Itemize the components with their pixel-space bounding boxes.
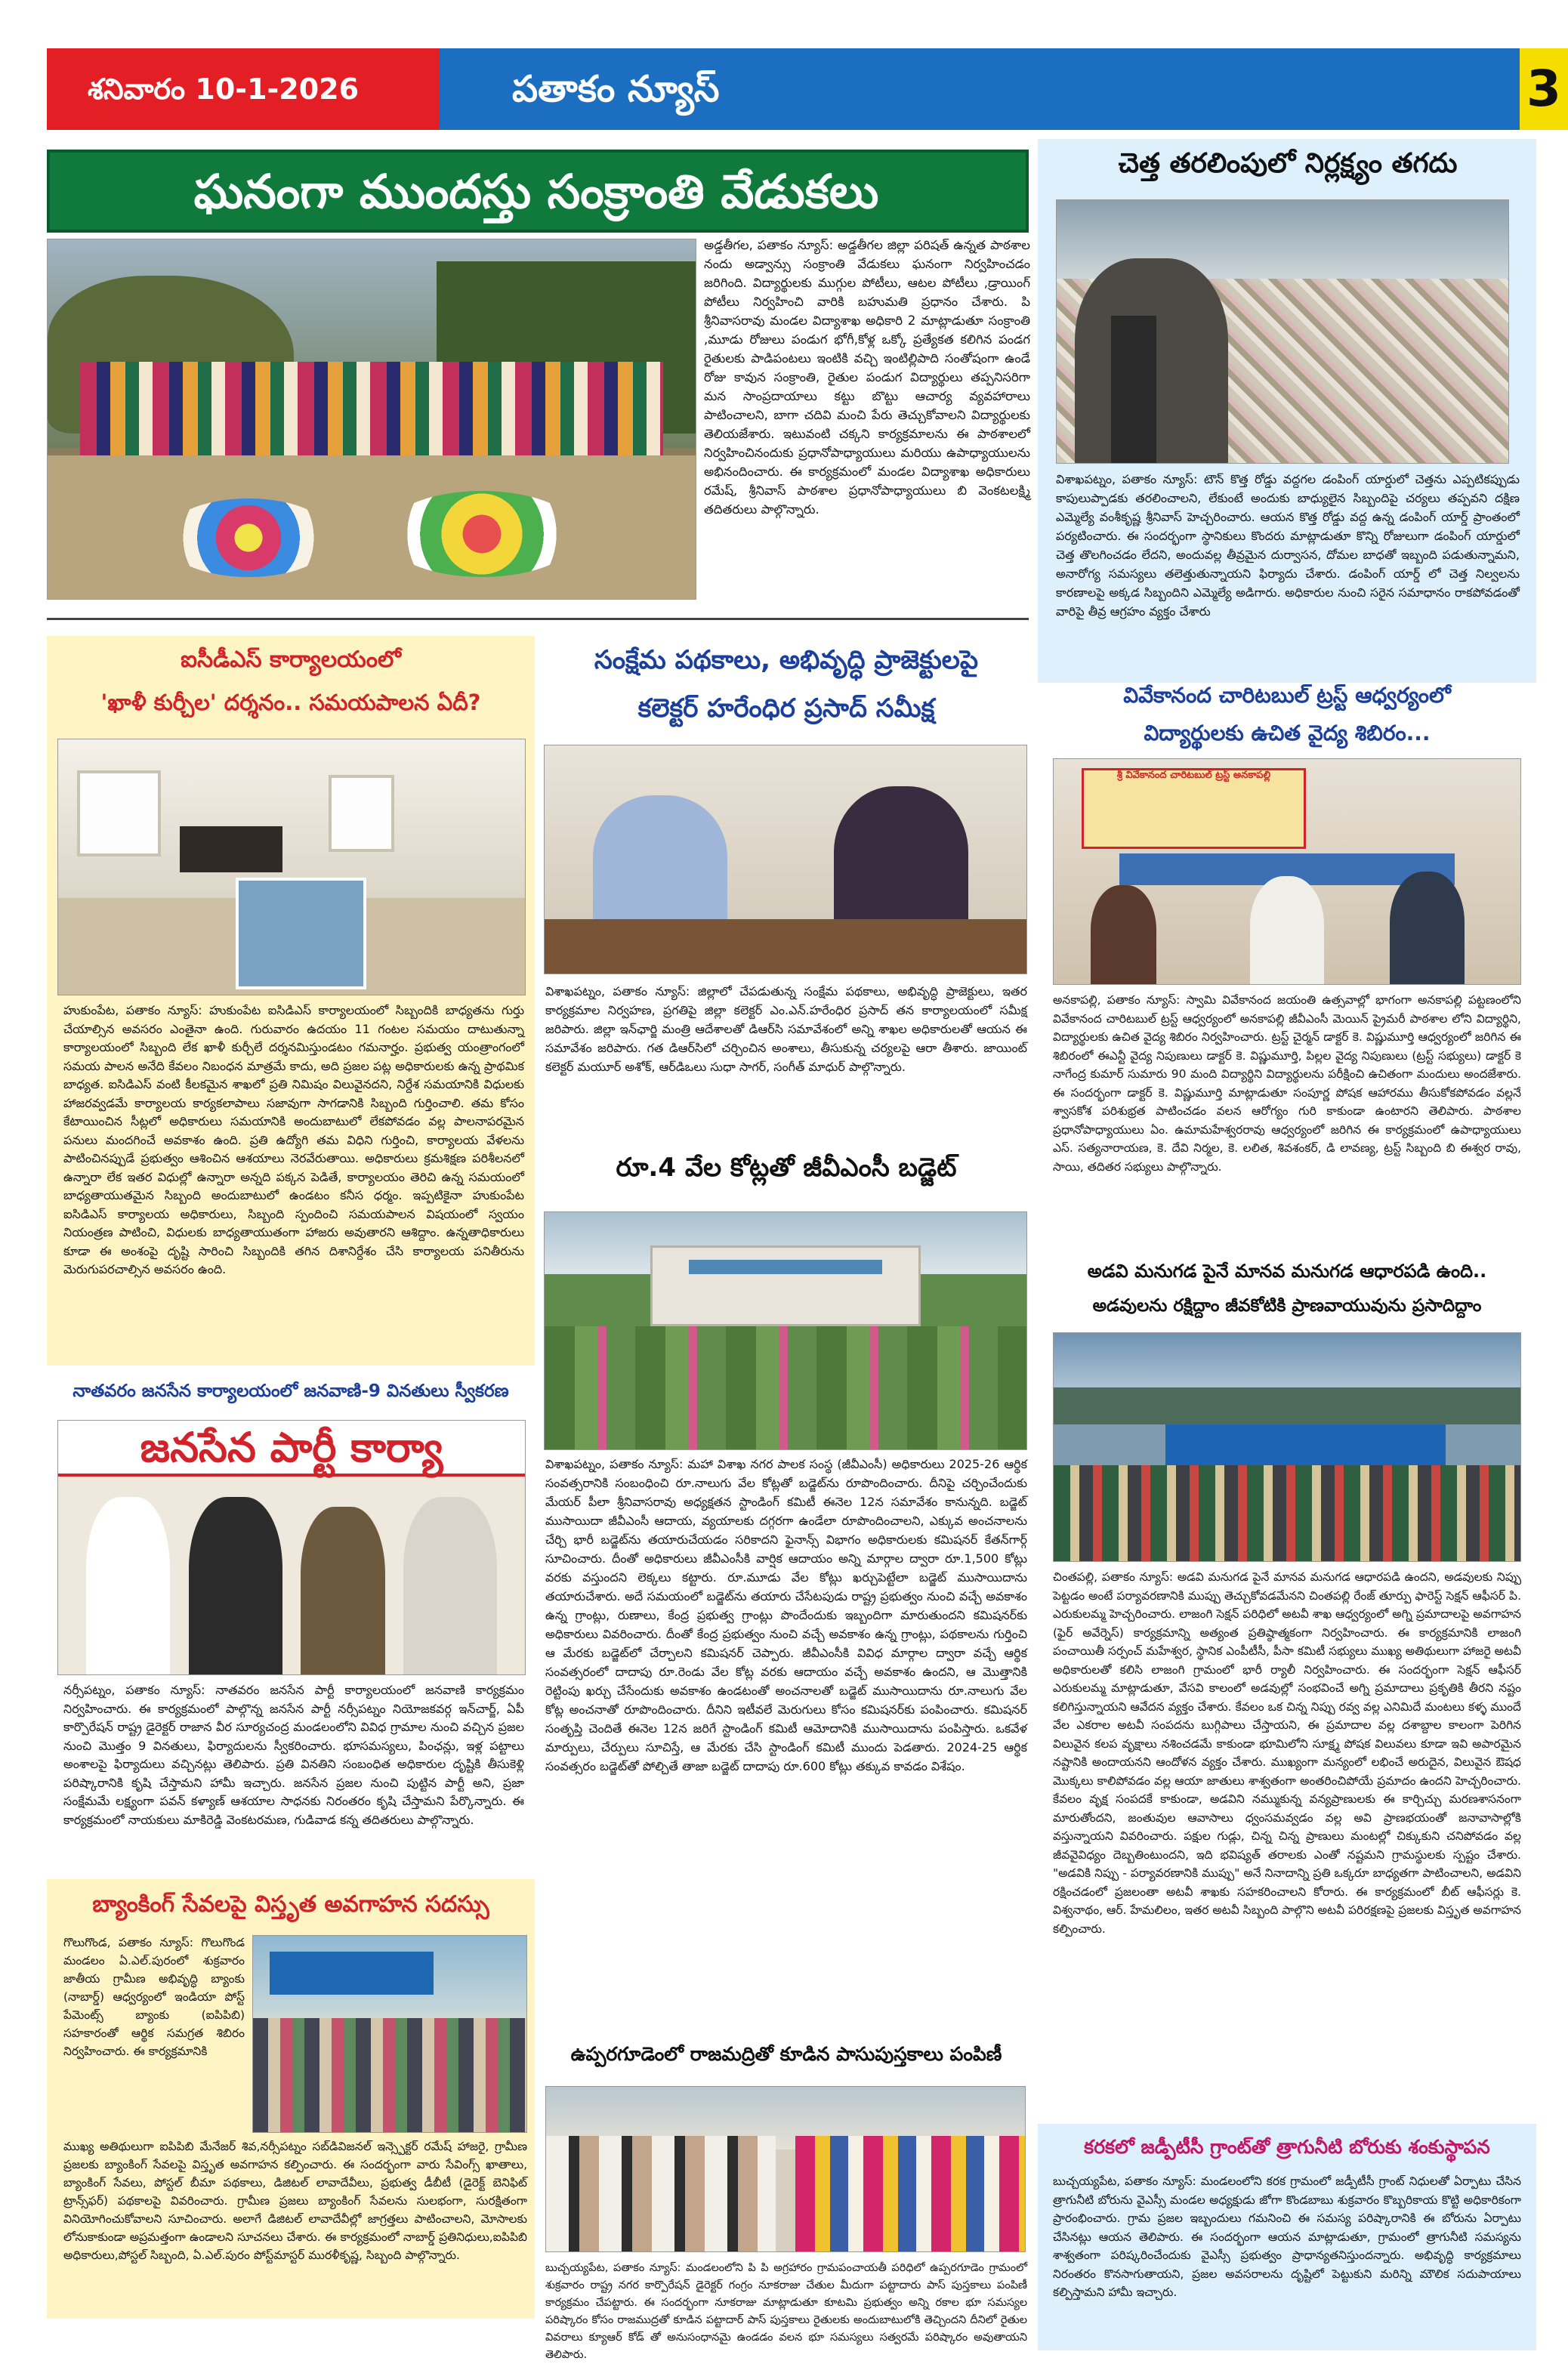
garbage-headline: చెత్త తరలింపులో నిర్లక్ష్యం తగదు: [1118, 148, 1458, 179]
icds-headline-1: ఐసీడీఎస్ కార్యాలయంలో: [181, 647, 401, 673]
collector-photo: [544, 745, 1027, 974]
borewell-headline: కరకలో జడ్పీటీసీ గ్రాంట్‌తో త్రాగునీటి బోరుకు శంకుస్థాపన: [1084, 2136, 1490, 2158]
icds-body: హుకుంపేట, పతాకం న్యూస్: హుకుంపేట ఐసిడిఎస్ కార్యాలయంలో సిబ్బందికి బాధ్యతను గుర్తు చేయాల్సిన అవసరం ఎంతైనా ఉంది. గురువారం ఉదయం 11 గంటల సమయం దాటుతున్నా కార్యాలయంలో సిబ్బంది లేక ఖాళీ కుర్చీలే దర్శనమిస్తుండటం గమనార్హం. ప్రభుత్వ యంత్రాంగంలో సమయ పాలన అనేది కేవలం నిబంధన మాత్రమే కాదు, అది ప్రజల పట్ల అధికారులకు ఉన్న ప్రాథమిక బాధ్యత. ఐసిడిఎస్ వంటి కీలకమైన శాఖలో ప్రతి నిమిషం విలువైనదని, నిర్దేశ సమయానికి విధులకు హాజరవ్వడమే కార్యాలయ కార్యకలాపాలు సజావుగా సాగడానికి సిబ్బంది గుర్తించాలి. తమ కోసం కేటాయించిన సీట్లలో అధికారులు సమయానికి అందుబాటులో లేకపోవడం వల్ల పాలనాపరమైన పనులు మందగించే అవకాశం ఉంది. ప్రతి ఉద్యోగి తమ విధిని గుర్తించి, కార్యాలయ వేళలను పాటించినప్పుడే ప్రభుత్వం ఆశించిన ఆశయాలు నెరవేరుతాయి. అధికారులు క్రమశిక్షణ పరిశీలనలో ఉన్నారా లేక ఇతర విధుల్లో ఉన్నారా అన్నది పక్కన పెడితే, కార్యాలయం తెరిచి ఉన్న సమయంలో బాధ్యతాయుతమైన సిబ్బంది అందుబాటులో ఉండటం కనీస ధర్మం. ఇప్పటికైనా హుకుంపేట ఐసిడిఎస్ కార్యాలయ అధికారులు, సిబ్బంది స్పందించి సమయపాలన విషయంలో స్వయం నియంత్రణ పాటించి, విధులకు బాధ్యతాయుతంగా హాజరు అవుతారని ఆశిద్దాం. ఉన్నతాధికారులు కూడా ఈ అంశంపై దృష్టి సారించి సిబ్బందికి తగిన దిశానిర్దేశం చేసి కార్యాలయ పనితీరును మెరుగుపరచాల్సిన అవసరం ఉంది.: [63, 1003, 524, 1276]
collector-headline-1: సంక్షేమ పథకాలు, అభివృద్ధి ప్రాజెక్టులపై: [594, 645, 979, 675]
divider: [47, 618, 1029, 620]
janasena-photo: [57, 1420, 526, 1675]
banking-headline: బ్యాంకింగ్ సేవలపై విస్తృత అవగాహన సదస్సు: [92, 1891, 489, 1918]
gvmc-photo: [544, 1211, 1027, 1450]
textbooks-photo: [545, 2086, 1026, 2252]
masthead-date: శనివారం 10-1-2026: [47, 48, 440, 130]
medical-photo: [1053, 758, 1521, 985]
gvmc-body: విశాఖపట్నం, పతాకం న్యూస్: మహా విశాఖ నగర పాలక సంస్థ (జీవీఎంసీ) అధికారులు 2025-26 ఆర్థిక సంవత్సరానికి సంబంధించి రూ.నాలుగు వేల కోట్లతో బడ్జెట్‌ను రూపొందించారు. దీనిపై చర్చించేందుకు మేయర్ పీలా శ్రీనివాసరావు అధ్యక్షతన స్టాండింగ్ కమిటీ ఈనెల 12న సమావేశం కానున్నది. బడ్జెట్ ముసాయిదా జీవీఎంసీ ఆదాయ, వ్యయాలకు దగ్గరగా ఉండేలా రూపొందించాలని, ఎక్కువ అంచనాలను చేర్చి భారీ బడ్జెట్‌ను తయారుచేయడం సరికాదని ఫైనాన్స్ విభాగం అధికారులకు కమిషనర్ కేతన్‌గార్గ్ సూచించారు. దీంతో అధికారులు జీవీఎంసీకి వార్షిక ఆదాయం అన్ని మార్గాల ద్వారా రూ.1,500 కోట్లు వరకు వస్తుందని లెక్కలు కట్టారు. రూ.మూడు వేల కోట్లు ఖర్చుపెట్టేలా బడ్జెట్ ముసాయిదాను తయారుచేశారు. అదే సమయంలో బడ్జెట్‌ను తయారు చేసేటపుడు రాష్ట్ర ప్రభుత్వం నుంచి వచ్చే అవకాశం ఉన్న గ్రాంట్లు, రుణాలు, కేంద్ర ప్రభుత్వ గ్రాంట్లు పొందేందుకు ఇబ్బందిగా మారుతుందని కమిషనర్‌కు అధికారులు వివరించారు. దీంతో కేంద్ర ప్రభుత్వం నుంచి వచ్చే అవకాశం ఉన్న గ్రాంట్లు, పథకాలను గుర్తించి ఆ మేరకు బడ్జెట్‌లో చేర్చాలని కమిషనర్ చెప్పారు. జీవీఎంసీకి వివిధ మార్గాల ద్వారా వచ్చే ఆర్థిక సంవత్సరంలో దాదాపు రూ.రెండు వేల కోట్ల వరకు ఆదాయం వచ్చే అవకాశం ఉందని, ఆ మొత్తానికి రెట్టింపు ఖర్చు చేసేందుకు అవకాశం ఉండటంతో అంచనాలతో బడ్జెట్ ముసాయిదాను రూ.నాలుగు వేల కోట్ల అంచనాతో రూపొందించారు. దీనిని ఇటీవలే మెరుగులు కోసం కమిషనర్‌కు పంపించారు. కమిషనర్ సంతృప్తి చెందితే ఈనెల 12న జరిగే స్టాండింగ్ కమిటీ ఆమోదానికి ముసాయిదాను పంపిస్తారు. ఒకవేళ మార్పులు, చేర్పులు సూచిస్తే, ఆ మేరకు చేసి స్టాండింగ్ కమిటీ ముందు పెడతారు. 2024-25 ఆర్థిక సంవత్సరం బడ్జెట్‌తో పోల్చితే తాజా బడ్జెట్ దాదాపు రూ.600 కోట్లు తక్కువ కావడం విశేషం.: [545, 1457, 1027, 1773]
medical-body: అనకాపల్లి, పతాకం న్యూస్: స్వామి వివేకానంద జయంతి ఉత్సవాల్లో భాగంగా అనకాపల్లి పట్టణంలోని వివేకానంద చారిటబుల్ ట్రస్ట్ ఆధ్వర్యంలో అనకాపల్లి జీవీఎంసీ మెయిన్ ప్రైమరీ పాఠశాల లోని విద్యార్థిని, విద్యార్థులకు ఉచిత వైద్య శిబిరం నిర్వహించారు. ట్రస్ట్ చైర్మన్ డాక్టర్ కె. విష్ణుమూర్తి ఆధ్వర్యంలో జరిగిన ఈ శిబిరంలో ఈఎన్టీ వైద్య నిపుణులు డాక్టర్ కె. విష్ణుమూర్తి, పిల్లల వైద్య నిపుణులు (ట్రస్ట్ సభ్యులు) డాక్టర్ కె నాగేంద్ర కుమార్ సుమారు 90 మంది విద్యార్థిని విద్యార్థులను పరీక్షించి ఉచితంగా మందులు అందజేశారు. ఈ సందర్భంగా డాక్టర్ కె. విష్ణుమూర్తి మాట్లాడుతూ సంపూర్ణ పోషక ఆహారము తీసుకోకపోవడం వల్లనే శ్వాసకోశ పరిశుభ్రత పాటించడం వలన ఆరోగ్యం గురి కాకుండా ఉంటారని తెలిపారు. పాఠశాల ప్రధానోపాధ్యాయులు ఏం. ఉమామహేశ్వరరావు ఆధ్వర్యంలో జరిగిన ఈ కార్యక్రమంలో ఉపాధ్యాయులు ఎస్. సత్యనారాయణ, కె. దేవి నిర్మల, కె. లలిత, శివశంకర్, డి లావణ్య, ట్రస్ట్ సిబ్బంది బి ఈశ్వర రావు, సాయి, తదితర సభ్యులు పాల్గొన్నారు.: [1053, 993, 1521, 1174]
medical-photo-banner: శ్రీ వివేకానంద చారిటబుల్ ట్రస్ట్ అనకాపల్లి: [1116, 769, 1271, 781]
gvmc-headline: రూ.4 వేల కోట్లతో జీవీఎంసీ బడ్జెట్: [616, 1153, 957, 1183]
collector-headline-2: కలెక్టర్ హరేంధిర ప్రసాద్ సమీక్ష: [637, 693, 935, 724]
forest-headline-1: అడవి మనుగడ పైనే మానవ మనుగడ ఆధారపడి ఉంది..: [1087, 1261, 1487, 1282]
textbooks-headline: ఉప్పరగూడెంలో రాజమద్రితో కూడిన పాసుపుస్తకాలు పంపిణీ: [570, 2043, 1002, 2065]
lead-photo: [47, 239, 696, 600]
page-number: 3: [1520, 48, 1568, 130]
garbage-photo: [1056, 199, 1509, 464]
janasena-photo-banner: జనసేన పార్టీ కార్యా: [140, 1424, 443, 1471]
medical-headline-2: విద్యార్థులకు ఉచిత వైద్య శిబిరం...: [1144, 721, 1431, 745]
forest-photo: [1053, 1332, 1521, 1562]
collector-body: విశాఖపట్నం, పతాకం న్యూస్: జిల్లాలో చేపడుతున్న సంక్షేమ పథకాలు, అభివృద్ధి ప్రాజెక్టులు, ఇతర కార్యక్రమాల నిర్వహణ, ప్రగతిపై జిల్లా కలెక్టర్ ఎం.ఎన్.హరేంధిర ప్రసాద్ తన కార్యాలయంలో సమీక్ష జరిపారు. జిల్లా ఇన్‌ఛార్జి మంత్రి ఆదేశాలతో డిఆర్‌సి సమావేశంలో అన్ని శాఖల అధికారులతో ఆయన ఈ సమావేశం జరిపారు. గత డిఆర్‌సిలో చర్చించిన అంశాలు, తీసుకున్న చర్యలపై ఆరా తీశారు. జాయింట్ కలెక్టర్ మయూర్ అశోక్, ఆర్‌డిఒలు సుధా సాగర్, సంగీత్ మాధుర్ పాల్గొన్నారు.: [545, 984, 1027, 1074]
lead-body: అడ్డతీగల, పతాకం న్యూస్: అడ్డతీగల జిల్లా పరిషత్ ఉన్నత పాఠశాల నందు అడ్వాన్సు సంక్రాంతి వేడుకలు ఘనంగా నిర్వహించడం జరిగింది. విద్యార్థులకు ముగ్గుల పోటీలు, ఆటల పోటీలు ,డ్రాయింగ్ పోటీలు నిర్వహించి వారికి బహుమతి ప్రధానం చేశారు. పి శ్రీనివాసరావు మండల విద్యాశాఖ అధికారి 2 మాట్లాడుతూ సంక్రాంతి ,మూడు రోజులు పండుగ భోగీ,కోళ్ల ఒక్కో ప్రత్యేకత కలిగిన పండగ రైతులకు పాడిపంటలు ఇంటికి వచ్చి ఇంటిల్లిపాది సంతోషంగా ఉండే రోజు కావున సంక్రాంతి, రైతుల పండుగ విద్యార్థులు తప్పనిసరిగా మన సాంప్రదాయాలు కట్టు బొట్టు ఆచార్య వ్యవహారాలు పాటించాలని, బాగా చదివి మంచి పేరు తెచ్చుకోవాలని విద్యార్థులకు తెలియజేశారు. ఇటువంటి చక్కని కార్యక్రమాలను ఈ పాఠశాలలో నిర్వహించినందుకు ప్రధానోపాధ్యాయులు మరియు ఉపాధ్యాయులను అభినందించారు. ఈ కార్యక్రమంలో మండల విద్యాశాఖ అధికారులు రమేష్, శ్రీనివాస్ పాఠశాల ప్రధానోపాధ్యాయులు బి వెంకటలక్ష్మి తదితరులు పాల్గొన్నారు.: [704, 238, 1030, 517]
medical-headline-1: వివేకానంద చారిటబుల్ ట్రస్ట్ ఆధ్వర్యంలో: [1123, 683, 1451, 708]
borewell-body: బుచ్చయ్యపేట, పతాకం న్యూస్: మండలంలోని కరక గ్రామంలో జడ్పీటీసీ గ్రాంట్ నిధులతో ఏర్పాటు చేసిన త్రాగునీటి బోరును వైఎస్సీ మండల అధ్యక్షుడు జోగా కొండబాబు శుక్రవారం కొబ్బరికాయ కొట్టి అధికారికంగా ప్రారంభించారు. గ్రామ ప్రజల ఇబ్బందులు గమనించి ఈ సమస్య పరిష్కారానికి ఈ బోరును ఏర్పాటు చేసినట్లు ఆయన తెలిపారు. ఈ సందర్భంగా ఆయన మాట్లాడుతూ, గ్రామంలో త్రాగునీటి సమస్యను శాశ్వతంగా పరిష్కరించేందుకు వైఎస్సీ ప్రభుత్వం ప్రాధాన్యతనిస్తుందన్నారు. అభివృద్ధి కార్యక్రమాలు నిరంతరం కొనసాగుతాయని, ప్రజల అవసరాలను దృష్టిలో పెట్టుకుని మరిన్ని మౌలిక సదుపాయాలు కల్పిస్తామని హామీ ఇచ్చారు.: [1053, 2174, 1521, 2299]
forest-headline-2: అడవులను రక్షిద్దాం జీవకోటికి ప్రాణవాయువును ప్రసాదిద్దాం: [1092, 1296, 1482, 1316]
garbage-body: విశాఖపట్నం, పతాకం న్యూస్: టౌన్ కొత్త రోడ్డు వద్దగల డంపింగ్ యార్డులో చెత్తను ఎప్పటికప్పుడు కాపులుప్పాడకు తరలించాలని, లేకుంటే అందుకు బాధ్యులైన సిబ్బందిపై చర్యలు తప్పవని దక్షిణ ఎమ్మెల్యే వంశీకృష్ణ శ్రీనివాస్ హెచ్చరించారు. ఆయన కొత్త రోడ్డు వద్ద ఉన్న డంపింగ్ యార్డ్ ప్రాంతంలో పర్యటించారు. ఈ సందర్భంగా స్థానికులు కొందరు మాట్లాడుతూ కొన్ని రోజులుగా డంపింగ్ యార్డులో చెత్త తొలగించడం లేదని, అందువల్ల తీవ్రమైన దుర్వాసన, దోమల బాధతో ఇబ్బంది పడుతున్నామని, అనారోగ్య సమస్యలు తలెత్తుతున్నాయని ఫిర్యాదు చేశారు. డంపింగ్ యార్డ్ లో చెత్త నిల్వలను కారణాలపై అక్కడ సిబ్బందిని ఎమ్మెల్యే అడిగారు. అధికారుల నుంచి సరైన సమాధానం రాకపోవడంతో వారిపై తీవ్ర ఆగ్రహం వ్యక్తం చేశారు: [1056, 472, 1520, 619]
lead-headline: ఘనంగా ముందస్తు సంక్రాంతి వేడుకలు: [193, 164, 879, 219]
forest-body: చింతపల్లి, పతాకం న్యూస్: అడవి మనుగడ పైనే మానవ మనుగడ ఆధారపడి ఉందని, అడవులకు నిప్పు పెట్టడం అంటే పర్యావరణానికి ముప్పు తెచ్చుకోవడమేనని చింతపల్లి రేంజ్ తూర్పు ఫారెస్ట్ సెక్షన్ ఆఫీసర్ పి. ఎరుకులమ్మ హెచ్చరించారు. లాజంగి సెక్షన్ పరిధిలో అటవీ శాఖ ఆధ్వర్యంలో అగ్ని ప్రమాదాలపై అవగాహన (ఫైర్ అవేర్నెస్) కార్యక్రమాన్ని అత్యంత ప్రతిష్ఠాత్మకంగా నిర్వహించారు. ఈ కార్యక్రమానికి లాజంగి పంచాయితీ సర్పంచ్ మహేశ్వర, స్థానిక ఎంపీటీసీ, పీసా కమిటీ సభ్యులు ముఖ్య అతిథులుగా హాజరై అటవీ అధికారులతో కలిసి లాజంగి గ్రామంలో భారీ ర్యాలీ నిర్వహించారు. ఈ సందర్భంగా సెక్షన్ ఆఫీసర్ ఎరుకులమ్మ మాట్లాడుతూ, వేసవి కాలంలో అడవుల్లో సంభవించే అగ్ని ప్రమాదాలు ప్రకృతికి తీరని నష్టం కలిగిస్తున్నాయని ఆవేదన వ్యక్తం చేశారు. కేవలం ఒక చిన్న నిప్పు రవ్వ వల్ల ఎనిమిదే మంటలు కళ్ళ ముందే వేల ఎకరాల అటవీ సంపదను బుగ్గిపాలు చేస్తాయని, ఈ ప్రమాదాల వల్ల దశాబ్దాల కాలంగా పెరిగిన విలువైన కలప వృక్షాలు నశించడమే కాకుండా భూమిలోని సూక్ష్మ పోషక విలువలు కూడా ఇవి అపారమైన నష్టానికి అందాయనని ఆందోళన వ్యక్తం చేశారు. ముఖ్యంగా మన్యంలో లభించే అరుదైన, విలువైన ఔషధ మొక్కలు కాలిపోవడం వల్ల ఆయా జాతులు శాశ్వతంగా అంతరించిపోయే ప్రమాదం ఉందని హెచ్చరించారు. కేవలం వృక్ష సంపదకే కాకుండా, అడవిని నమ్ముకున్న వన్యప్రాణులకు ఈ కార్చిచ్చు మరణశాసనంగా మారుతోందని, జంతువుల ఆవాసాలు ధ్వంసమవ్వడం వల్ల అవి ప్రాణభయంతో జనావాసాల్లోకి వస్తున్నాయని వివరించారు. పక్షుల గుడ్లు, చిన్న చిన్న ప్రాణులు మంటల్లో చిక్కుకుని చనిపోవడం వల్ల జీవవైవిధ్యం దెబ్బతింటుందని, ఇది భవిష్యత్ తరాలకు ఎంతో నష్టమని గ్రామస్థులకు స్పష్టం చేశారు. "అడవికి నిప్పు - పర్యావరణానికి ముప్పు" అనే నినాదాన్ని ప్రతి ఒక్కరూ బాధ్యతగా పాటించాలని, అడవిని రక్షించడంలో ప్రజలంతా అటవీ శాఖకు సహకరించాలని కోరారు. ఈ కార్యక్రమంలో బీట్ ఆఫీసర్లు కె. విశ్వనాథం, ఆర్. హేమలిలం, ఇతర అటవీ సిబ్బంది పాల్గొని అటవీ పరిరక్షణపై ప్రజలకు విస్తృత అవగాహన కల్పించారు.: [1053, 1570, 1521, 1936]
banking-body-narrow: గొలుగొండ, పతాకం న్యూస్: గొలుగొండ మండలం ఏ.ఎల్.పురంలో శుక్రవారం జాతీయ గ్రామీణ అభివృద్ధి బ్యాంకు (నాబార్డ్) ఆధ్వర్యంలో ఇండియా పోస్ట్ పేమెంట్స్ బ్యాంకు (ఐపిపిబి) సహకారంతో ఆర్థిక సమగ్రత శిబిరం నిర్వహించారు. ఈ కార్యక్రమానికి: [63, 1936, 245, 2058]
masthead-title: పతాకం న్యూస్: [440, 48, 1520, 130]
janasena-headline: నాతవరం జనసేన కార్యాలయంలో జనవాణి-9 వినతులు స్వీకరణ: [73, 1381, 509, 1401]
banking-body-wide: ముఖ్య అతిథులుగా ఐపిపిబి మేనేజర్ శివ,నర్సీపట్నం సబ్‌డివిజనల్ ఇన్స్పెక్టర్ రమేష్ హాజరై, గ్రామీణ ప్రజలకు బ్యాంకింగ్ సేవలపై విస్తృత అవగాహన కల్పించారు. ఈ సందర్భంగా వారు సేవింగ్స్ ఖాతాలు, బ్యాంకింగ్ సేవలు, పోస్టల్ బీమా పథకాలు, డిజిటల్ లావాదేవీలు, ప్రభుత్వ డీబీటీ (డైరెక్ట్ బెనిఫిట్ ట్రాన్స్‌ఫర్) పథకాలపై వివరించారు. గ్రామీణ ప్రజలు బ్యాంకింగ్ సేవలను సులభంగా, సురక్షితంగా వినియోగించుకోవాలని సూచించారు. అలాగే డిజిటల్ లావాదేవీల్లో జాగ్రత్తలు పాటించాలని, మోసాలకు లోనుకాకుండా అప్రమత్తంగా ఉండాలని సూచనలు చేశారు. ఈ కార్యక్రమంలో నాబార్డ్ ప్రతినిధులు,ఐపిపిబి అధికారులు,పోస్టల్ సిబ్బంది, ఏ.ఎల్.పురం పోస్ట్‌మాస్టర్ మురళీకృష్ణ, సిబ్బంది పాల్గొన్నారు.: [63, 2140, 527, 2262]
janasena-body: నర్సీపట్నం, పతాకం న్యూస్: నాతవరం జనసేన పార్టీ కార్యాలయంలో జనవాణి కార్యక్రమం నిర్వహించారు. ఈ కార్యక్రమంలో పాల్గొన్న జనసేన పార్టీ నర్సీపట్నం నియోజకవర్గ ఇన్‌చార్జ్, ఏపీ కార్పొరేషన్ రాష్ట్ర డైరెక్టర్ రాజాన వీర సూర్యచంద్ర మండలంలోని వివిధ గ్రామాల నుంచి వచ్చిన ప్రజల నుంచి మొత్తం 9 వినతులు, ఫిర్యాదులను స్వీకరించారు. భూసమస్యలు, పింఛన్లు, ఇళ్ల పట్టాలు అంశాలపై ఫిర్యాదులు వచ్చినట్లు తెలిపారు. ప్రతి వినతిని సంబంధిత అధికారుల దృష్టికి తీసుకెళ్లి పరిష్కారానికి కృషి చేస్తామని హామీ ఇచ్చారు. జనసేన ప్రజల నుంచి పుట్టిన పార్టీ అని, ప్రజా సంక్షేమమే లక్ష్యంగా పవన్ కళ్యాణ్ ఆశయాల సాధనకు నిరంతరం కృషి చేస్తామని పేర్కొన్నారు. ఈ కార్యక్రమంలో నాయకులు మాకిరెడ్డి వెంకటరమణ, గుడివాడ కన్న తదితరులు పాల్గొన్నారు.: [63, 1683, 524, 1827]
icds-photo: [57, 739, 526, 995]
banking-photo: [252, 1935, 527, 2133]
icds-headline-2: 'ఖాళీ కుర్చీల' దర్శనం.. సమయపాలన ఏదీ?: [100, 690, 481, 715]
masthead: [47, 48, 1561, 130]
textbooks-body: బుచ్చయ్యపేట, పతాకం న్యూస్: మండలంలోని పి పి అగ్రహారం గ్రామపంచాయతీ పరిధిలో ఉప్పరగూడెం గ్రామంలో శుక్రవారం రాష్ట్ర నగర కార్పొరేషన్ డైరెక్టర్ గంగ్రం నూకరాజు చేతుల మీదుగా పట్టాదారు పాస్ పుస్తకాలు పంపిణీ కార్యక్రమం చేపట్టారు. ఈ సందర్భంగా నూకరాజు మాట్లాడుతూ కూటమి ప్రభుత్వం అన్ని రకాల భూ సమస్యల పరిష్కారం కోసం రాజముద్రతో కూడిన పట్టాదార్ పాస్ పుస్తకాలు రైతులకు అందుబాటులోకి తెచ్చిందని దీనిలో రైతుల వివరాలు క్యూఆర్ కోడ్ తో అనుసంధానమై ఉండడం వలన భూ సమస్యలు సత్వరమే పరిష్కారం అవుతాయని తెలిపారు.: [545, 2262, 1027, 2361]
